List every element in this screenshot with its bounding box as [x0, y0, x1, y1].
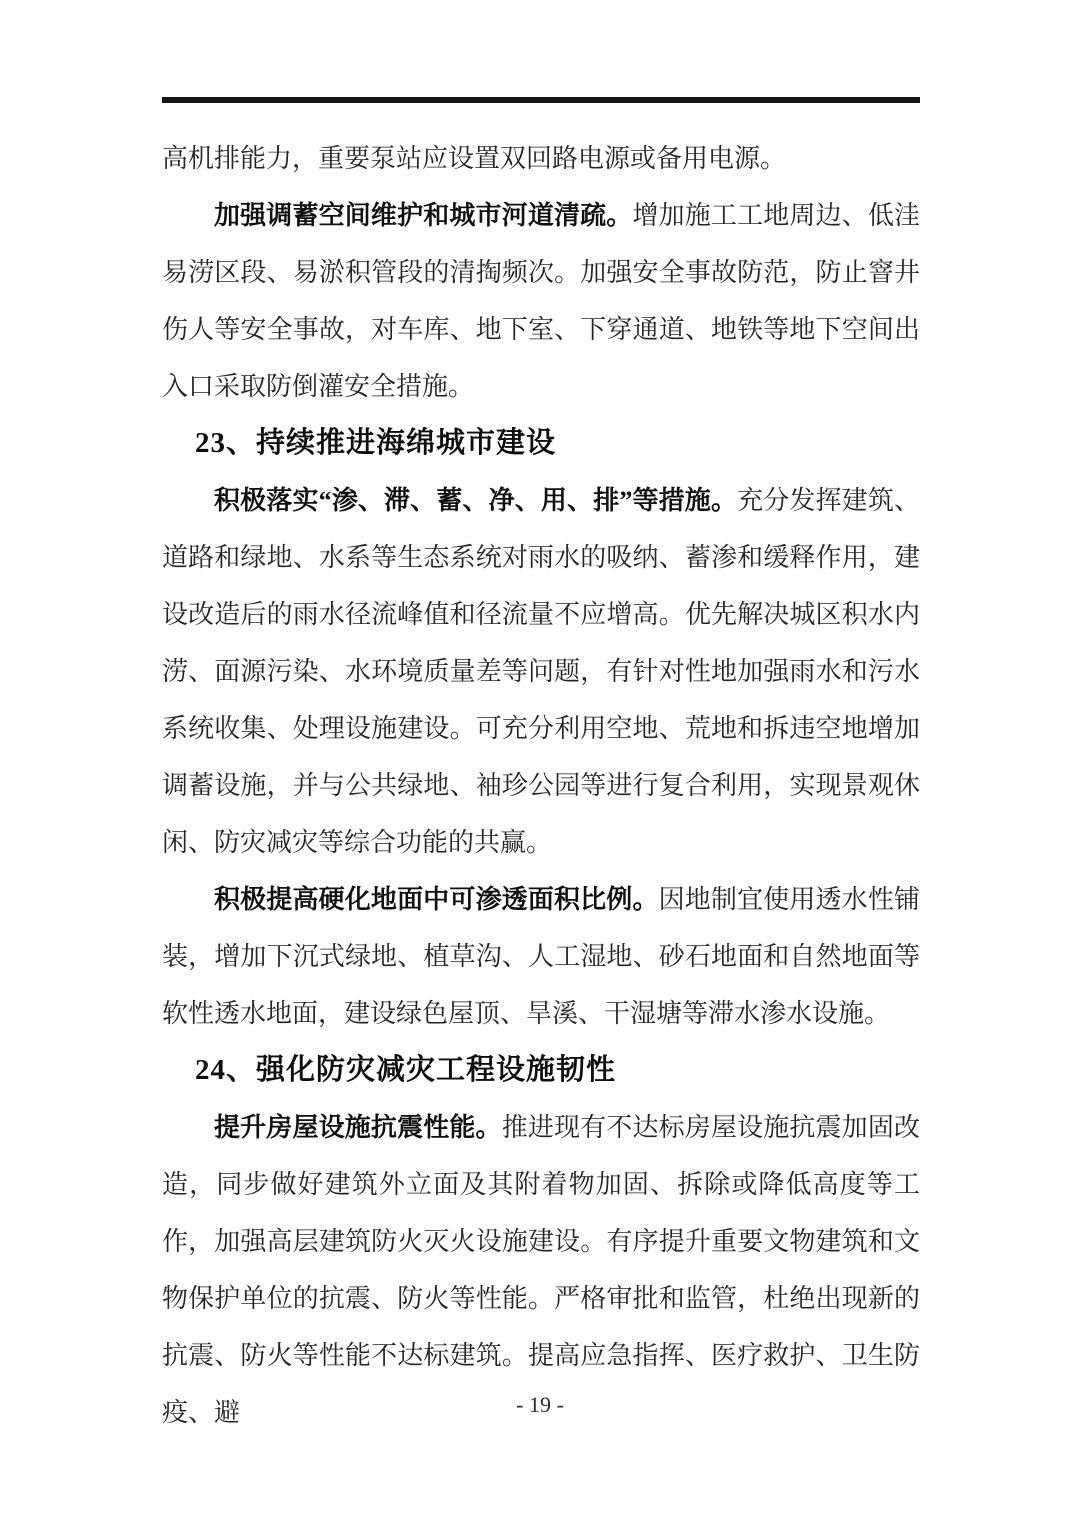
paragraph-lead-bold: 积极提高硬化地面中可渗透面积比例。: [214, 885, 659, 914]
header-rule: [162, 97, 920, 103]
paragraph-lead-bold: 积极落实“渗、滞、蓄、净、用、排”等措施。: [214, 486, 738, 515]
page-number: - 19 -: [516, 1392, 564, 1417]
paragraph-seismic-resilience: [162, 1099, 920, 1441]
paragraph-permeable-surface: [162, 871, 920, 1042]
paragraph-sponge-city-measures: [162, 472, 920, 871]
paragraph-text: 充分发挥建筑、道路和绿地、水系等生态系统对雨水的吸纳、蓄渗和缓释作用，建设改造后的雨水径流峰值和径流量不应增高。优先解决城区积水内涝、面源污染、水环境质量差等问题，有针对性地加强雨水和污水系统收集、处理设施建设。可充分利用空地、荒地和拆违空地增加调蓄设施，并与公共绿地、袖珍公园等进行复合利用，实现景观休闲、防灾减灾等综合功能的共赢。: [162, 486, 920, 857]
paragraph-text: 高机排能力，重要泵站应设置双回路电源或备用电源。: [162, 144, 787, 173]
paragraph-lead-bold: 提升房屋设施抗震性能。: [214, 1113, 502, 1142]
document-body: [162, 130, 920, 1441]
paragraph-text: 增加施工工地周边、低洼易涝区段、易淤积管段的清掏频次。加强安全事故防范，防止窨井伤人等安全事故，对车库、地下室、下穿通道、地铁等地下空间出入口采取防倒灌安全措施。: [162, 201, 920, 401]
section-heading-23: 23、持续推进海绵城市建设: [195, 427, 557, 459]
paragraph-drainage-maintenance: [162, 187, 920, 415]
paragraph-text: 因地制宜使用透水性铺装，增加下沉式绿地、植草沟、人工湿地、砂石地面和自然地面等软性透水地面，建设绿色屋顶、旱溪、干湿塘等滞水渗水设施。: [162, 885, 920, 1028]
section-heading-24: 24、强化防灾减灾工程设施韧性: [195, 1054, 617, 1086]
paragraph-lead-bold: 加强调蓄空间维护和城市河道清疏。: [214, 201, 633, 230]
paragraph-text: 推进现有不达标房屋设施抗震加固改造，同步做好建筑外立面及其附着物加固、拆除或降低高度等工作，加强高层建筑防火灭火设施建设。有序提升重要文物建筑和文物保护单位的抗震、防火等性能。严格审批和监管，杜绝出现新的抗震、防火等性能不达标建筑。提高应急指挥、医疗救护、卫生防疫、避: [162, 1113, 920, 1427]
paragraph-continuation: [162, 130, 920, 187]
